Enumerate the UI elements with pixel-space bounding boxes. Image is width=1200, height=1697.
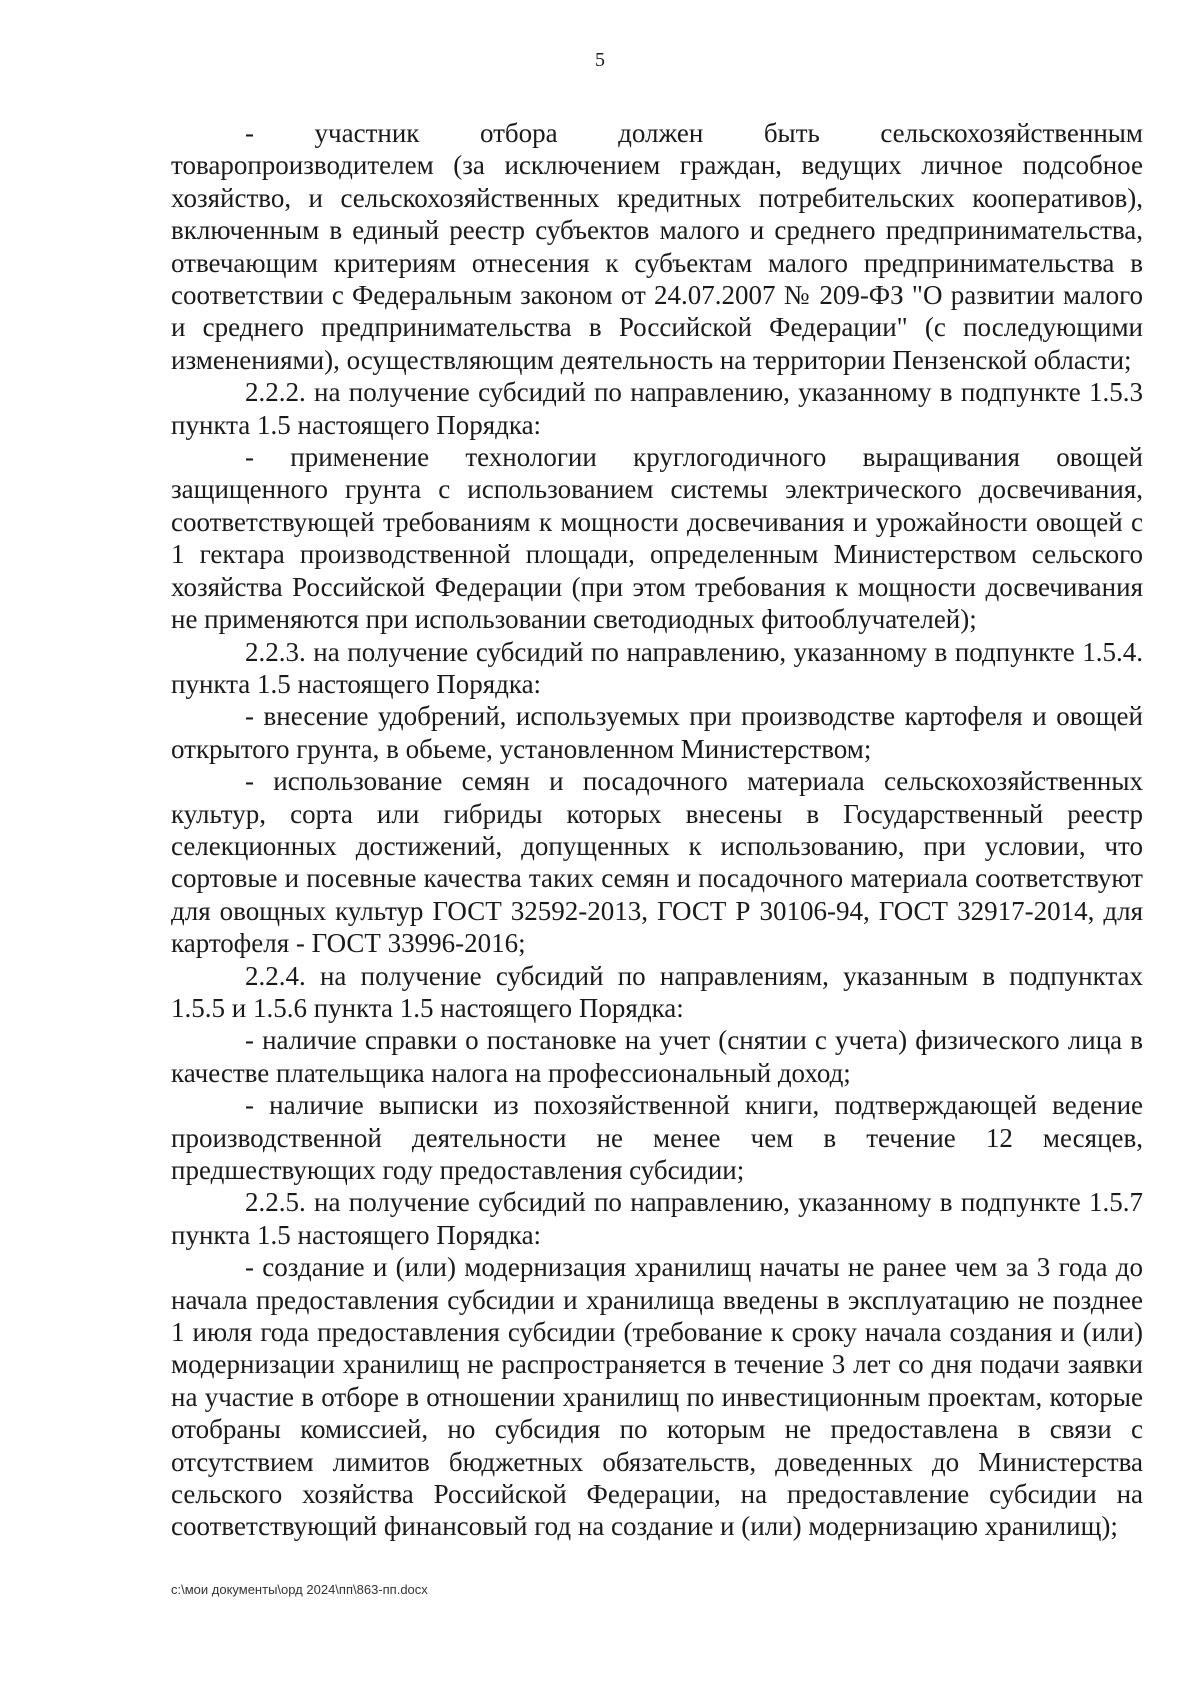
paragraph-tax-certificate-requirement: - наличие справки о постановке на учет (снятии с учета) физического лица в качестве плательщика налога на профессиональный доход; [171, 1025, 1143, 1088]
paragraph-participant-requirement: - участник отбора должен быть сельскохозяйственным товаропроизводителем (за исключением граждан, ведущих личное подсобное хозяйство, и сельскохозяйственных кредитных потребительских кооперативов), включенным в единый реестр субъектов малого и среднего предпринимательства, отвечающим критериям отнесения к субъектам малого предпринимательства в соответствии с Федеральным законом от 24.07.2007 № 209-ФЗ "О развитии малого и среднего предпринимательства в Российской Федерации" (с последующими изменениями), осуществляющим деятельность на территории Пензенской области; [171, 118, 1143, 375]
paragraph-clause-2-2-5: 2.2.5. на получение субсидий по направлению, указанному в подпункте 1.5.7 пункта 1.5 настоящего Порядка: [171, 1187, 1143, 1250]
paragraph-storage-facility-requirement: - создание и (или) модернизация хранилищ начаты не ранее чем за 3 года до начала предоставления субсидии и хранилища введены в эксплуатацию не позднее 1 июля года предоставления субсидии (требование к сроку начала создания и (или) модернизации хранилищ не распространяется в течение 3 лет со дня подачи заявки на участие в отборе в отношении хранилищ по инвестиционным проектам, которые отобраны комиссией, но субсидия по которым не предоставлена в связи с отсутствием лимитов бюджетных обязательств, доведенных до Министерства сельского хозяйства Российской Федерации, на предоставление субсидии на соответствующий финансовый год на создание и (или) модернизацию хранилищ); [171, 1252, 1143, 1542]
paragraph-greenhouse-lighting-requirement: - применение технологии круглогодичного выращивания овощей защищенного грунта с использованием системы электрического досвечивания, соответствующей требованиям к мощности досвечивания и урожайности овощей с 1 гектара производственной площади, определенным Министерством сельского хозяйства Российской Федерации (при этом требования к мощности досвечивания не применяются при использовании светодиодных фитооблучателей); [171, 442, 1143, 635]
paragraph-seed-material-requirement: - использование семян и посадочного материала сельскохозяйственных культур, сорта или гибриды которых внесены в Государственный реестр селекционных достижений, допущенных к использованию, при условии, что сортовые и посевные качества таких семян и посадочного материала соответствуют для овощных культур ГОСТ 32592-2013, ГОСТ Р 30106-94, ГОСТ 32917-2014, для картофеля - ГОСТ 33996-2016; [171, 766, 1143, 959]
footer-file-path: c:\мои документы\орд 2024\пп\863-пп.docx [171, 1582, 428, 1597]
paragraph-clause-2-2-2: 2.2.2. на получение субсидий по направлению, указанному в подпункте 1.5.3 пункта 1.5 настоящего Порядка: [171, 377, 1143, 440]
document-body [171, 117, 1143, 1543]
paragraph-household-book-requirement: - наличие выписки из похозяйственной книги, подтверждающей ведение производственной деятельности не менее чем в течение 12 месяцев, предшествующих году предоставления субсидии; [171, 1090, 1143, 1185]
paragraph-fertilizer-requirement: - внесение удобрений, используемых при производстве картофеля и овощей открытого грунта, в обьеме, установленном Министерством; [171, 701, 1143, 764]
page-number: 5 [595, 49, 605, 71]
paragraph-clause-2-2-3: 2.2.3. на получение субсидий по направлению, указанному в подпункте 1.5.4. пункта 1.5 настоящего Порядка: [171, 636, 1143, 699]
paragraph-clause-2-2-4: 2.2.4. на получение субсидий по направлениям, указанным в подпунктах 1.5.5 и 1.5.6 пункта 1.5 настоящего Порядка: [171, 960, 1143, 1023]
